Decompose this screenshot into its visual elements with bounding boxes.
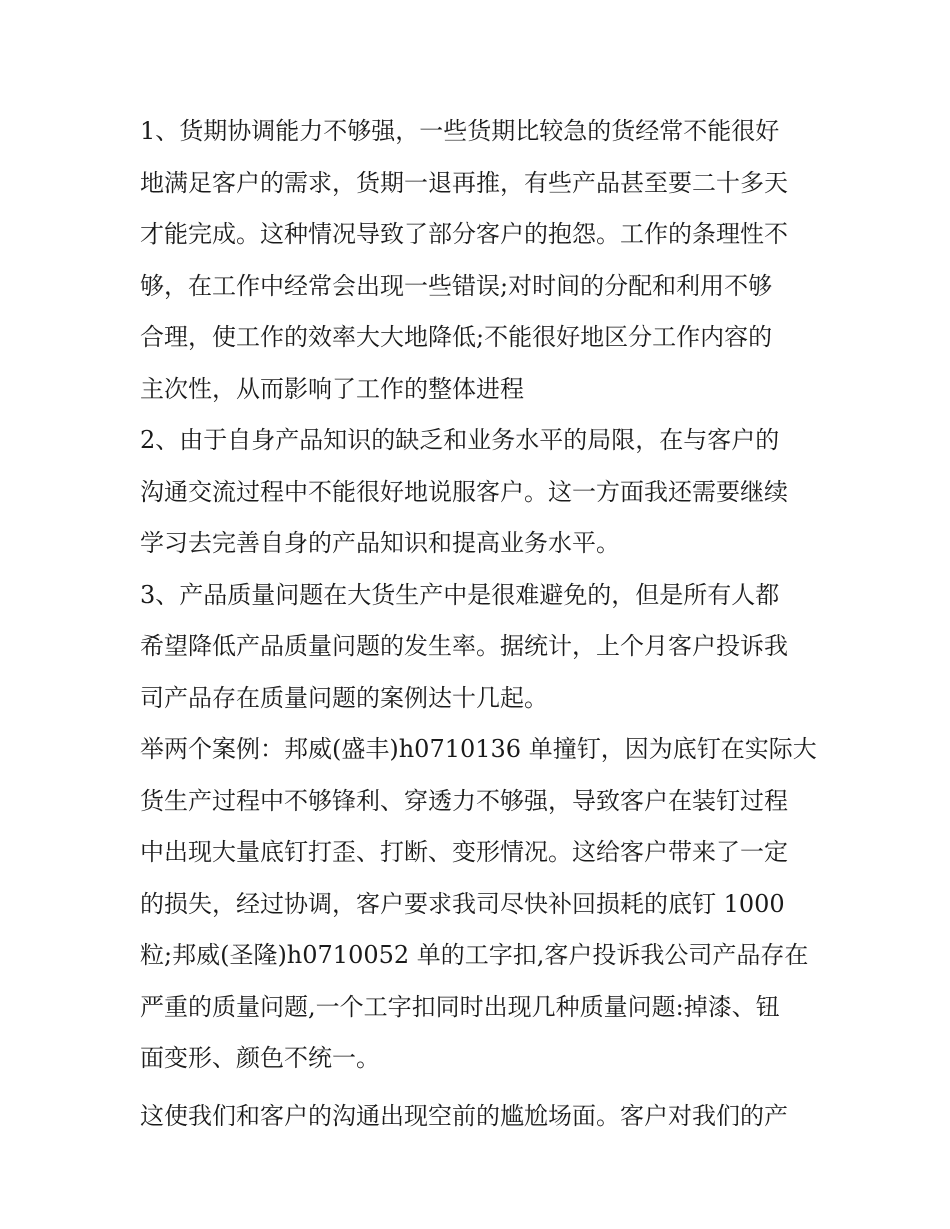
text-line: 主次性，从而影响了工作的整体进程 — [140, 374, 524, 403]
document-body — [140, 106, 820, 1142]
text-line: 的损失，经过协调，客户要求我司尽快补回损耗的底钉 1000 — [140, 889, 785, 918]
paragraph-5 — [140, 1091, 820, 1143]
text-line: 地满足客户的需求，货期一退再推，有些产品甚至要二十多天 — [140, 168, 788, 197]
text-line: 3、产品质量问题在大货生产中是很难避免的，但是所有人都 — [140, 580, 780, 609]
text-line: 严重的质量问题,一个工字扣同时出现几种质量问题:掉漆、钮 — [140, 992, 780, 1021]
text-line: 这使我们和客户的沟通出现空前的尴尬场面。客户对我们的产 — [140, 1101, 788, 1130]
text-line: 学习去完善自身的产品知识和提高业务水平。 — [140, 529, 620, 557]
text-line: 2、由于自身产品知识的缺乏和业务水平的局限，在与客户的 — [140, 426, 780, 454]
paragraph-2 — [140, 415, 820, 570]
text-line: 希望降低产品质量问题的发生率。据统计，上个月客户投诉我 — [140, 632, 788, 660]
paragraph-1 — [140, 106, 820, 415]
paragraph-4 — [140, 724, 820, 1085]
text-line: 沟通交流过程中不能很好地说服客户。这一方面我还需要继续 — [140, 477, 788, 506]
text-line: 粒;邦威(圣隆)h0710052 单的工字扣,客户投诉我公司产品存在 — [140, 941, 809, 969]
text-line: 够，在工作中经常会出现一些错误;对时间的分配和利用不够 — [140, 271, 773, 300]
text-line: 面变形、颜色不统一。 — [140, 1044, 380, 1072]
text-line: 才能完成。这种情况导致了部分客户的抱怨。工作的条理性不 — [140, 220, 788, 248]
text-line: 货生产过程中不够锋利、穿透力不够强，导致客户在装钉过程 — [140, 786, 788, 815]
text-line: 举两个案例：邦威(盛丰)h0710136 单撞钉，因为底钉在实际大 — [140, 735, 817, 763]
text-line: 1、货期协调能力不够强，一些货期比较急的货经常不能很好 — [140, 117, 780, 145]
paragraph-3 — [140, 570, 820, 725]
text-line: 司产品存在质量问题的案例达十几起。 — [140, 683, 548, 712]
text-line: 合理，使工作的效率大大地降低;不能很好地区分工作内容的 — [140, 323, 773, 351]
text-line: 中出现大量底钉打歪、打断、变形情况。这给客户带来了一定 — [140, 838, 788, 866]
